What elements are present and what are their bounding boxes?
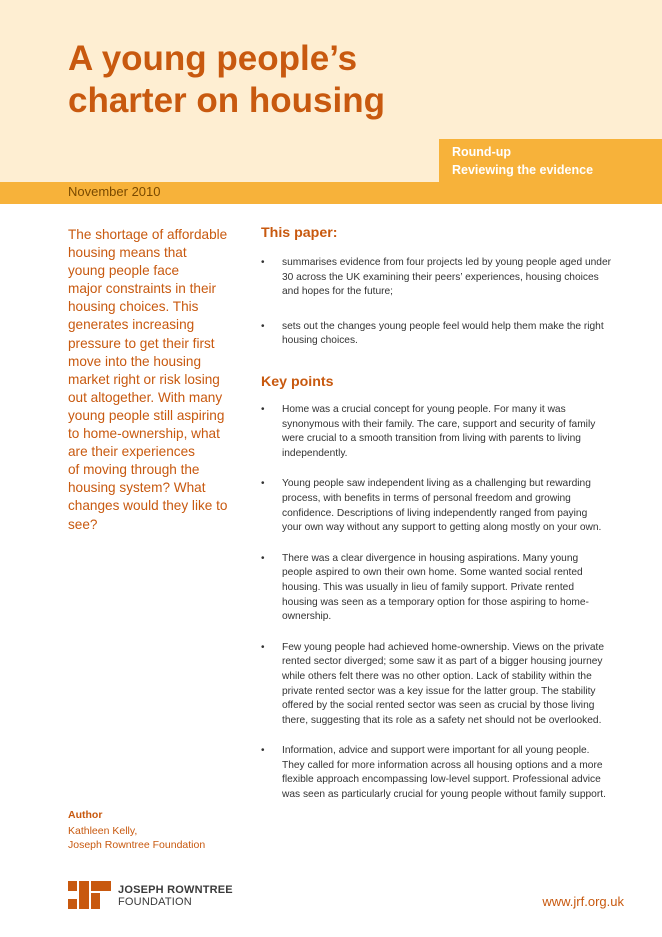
bullet-text-line: and hopes for the future; (282, 286, 394, 298)
bullet-dot-icon: • (261, 552, 265, 564)
title-line-2: charter on housing (68, 81, 385, 120)
bullet-dot-icon: • (261, 320, 265, 332)
bullet-text-line: were crucial to a smooth transition from living with parents to living (282, 433, 581, 445)
bullet-text-line: They called for more information across all housing options and a more (282, 759, 603, 771)
bullet-item (261, 552, 606, 625)
key-points-list (261, 403, 606, 803)
intro-line: out altogether. With many (68, 389, 223, 405)
jrf-logo-icon (68, 881, 111, 909)
bullet-item (261, 403, 606, 461)
bullet-text-line: people aspired to own their own home. Some wanted social rented (282, 567, 583, 579)
publication-date: November 2010 (68, 184, 161, 199)
organisation-name-line-2: FOUNDATION (118, 896, 192, 908)
key-points-heading: Key points (261, 374, 334, 390)
bullet-text-line: independently. (282, 447, 348, 459)
intro-line: market right or risk losing (68, 371, 220, 387)
bullet-item (261, 477, 606, 535)
bullet-text-line: housing. This was usually in lieu of family support. Private rented (282, 581, 574, 593)
bullet-dot-icon: • (261, 257, 265, 268)
bullet-text-line: sets out the changes young people feel would help them make the right (282, 320, 604, 332)
page-title (68, 38, 385, 122)
intro-summary (68, 226, 258, 534)
intro-line: The shortage of affordable (68, 227, 228, 242)
bullet-text-line: summarises evidence from four projects led by young people aged under (282, 257, 612, 268)
bullet-item (261, 256, 611, 300)
bullet-text-line: rented sector diverged; some saw it as part of a bigger housing journey (282, 656, 603, 668)
author-label: Author (68, 809, 103, 821)
intro-line: housing choices. This (68, 299, 199, 315)
intro-line: housing means that (68, 245, 187, 261)
bullet-text-line: was seen as particularly crucial for young people without family support. (282, 789, 606, 801)
bullet-text-line: housing was seen as a temporary option for those aspiring to home- (282, 596, 589, 608)
series-label-box (439, 139, 662, 182)
bullet-text-line: Young people saw independent living as a challenging but rewarding (282, 478, 591, 490)
bullet-text-line: private rented sector was a key issue for the latter group. The stability (282, 685, 596, 697)
series-label: Round-up (452, 145, 512, 159)
bullet-dot-icon: • (261, 404, 265, 415)
intro-line: of moving through the (68, 462, 200, 478)
bullet-text-line: Few young people had achieved home-ownership. Views on the private (282, 641, 605, 653)
bullet-text-line: ownership. (282, 611, 332, 623)
bullet-text-line: There was a clear divergence in housing aspirations. Many young (282, 552, 579, 564)
intro-line: to home-ownership, what (68, 426, 220, 442)
author-name: Kathleen Kelly, (68, 825, 138, 837)
bullet-item (261, 320, 611, 349)
intro-line: move into the housing (68, 353, 202, 369)
bullet-text-line: your own way without any support to getting along mostly on your own. (282, 522, 602, 534)
intro-line: pressure to get their first (68, 335, 215, 351)
bullet-text-line: flexible approach encompassing low-level support. Professional advice (282, 774, 601, 786)
bullet-text-line: confidence. Descriptions of living independently ranged from paying (282, 507, 588, 519)
intro-line: are their experiences (68, 444, 195, 460)
website-url: www.jrf.org.uk (542, 894, 624, 909)
bullet-text-line: 30 across the UK examining their peers’ experiences, housing choices (282, 271, 599, 283)
bullet-text-line: synonymous with their family. The care, support and security of family (282, 418, 596, 430)
author-organisation: Joseph Rowntree Foundation (68, 839, 206, 851)
bullet-text-line: process, with benefits in terms of personal freedom and growing (282, 492, 571, 504)
bullet-dot-icon: • (261, 641, 265, 653)
intro-line: major constraints in their (68, 281, 217, 297)
bullet-text-line: there, suggesting that its role as a safety net should not be overlooked. (282, 714, 602, 726)
bullet-text-line: Information, advice and support were important for all young people. (282, 745, 590, 757)
series-subtitle: Reviewing the evidence (452, 163, 594, 177)
bullet-text-line: offered by the social rented sector was seen as crucial by those living (282, 700, 595, 712)
bullet-item (261, 744, 606, 802)
this-paper-list (261, 256, 611, 349)
intro-line: young people still aspiring (68, 407, 225, 423)
bullet-dot-icon: • (261, 478, 265, 490)
bullet-item (261, 641, 606, 729)
bullet-dot-icon: • (261, 745, 265, 757)
intro-line: young people face (68, 263, 180, 279)
bullet-text-line: Home was a crucial concept for young people. For many it was (282, 404, 566, 415)
organisation-name: JOSEPH ROWNTREE (118, 884, 233, 896)
this-paper-heading: This paper: (261, 225, 338, 241)
intro-line: generates increasing (68, 317, 195, 333)
intro-line: changes would they like to (68, 498, 228, 514)
intro-line: see? (68, 516, 98, 532)
intro-line: housing system? What (68, 480, 206, 496)
bullet-text-line: while others felt there was no other option. Lack of stability within the (282, 670, 592, 682)
title-line-1: A young people’s (68, 39, 358, 78)
bullet-text-line: housing choices. (282, 335, 358, 347)
